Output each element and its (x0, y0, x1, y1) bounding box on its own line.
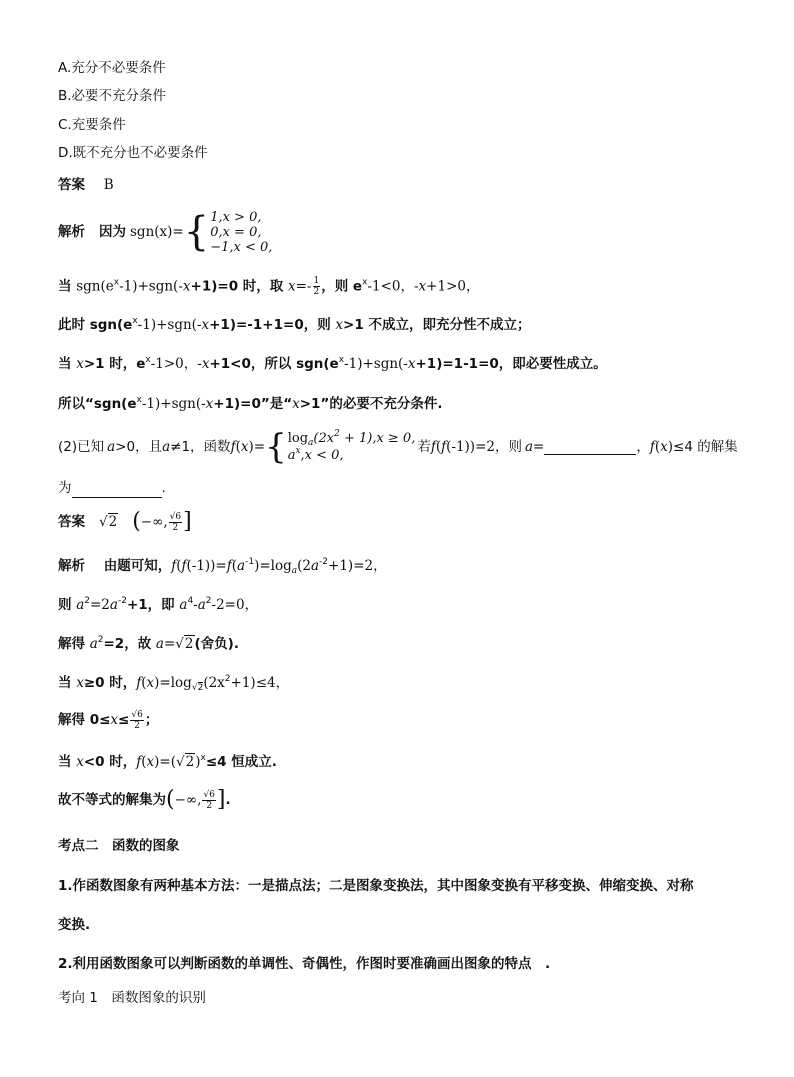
q2-answer (58, 508, 192, 536)
text: 为 (58, 480, 72, 496)
text: +1>0， (426, 278, 480, 295)
text: -1)+sgn(- (344, 356, 408, 372)
text: ，则 e (321, 278, 363, 295)
text: ≠1，函数 (170, 439, 231, 455)
f-cases (288, 430, 416, 464)
fraction-half: $\frac{1}{2}$ (313, 276, 320, 297)
text: -1)+sgn(- (137, 317, 202, 333)
option-c: C.充要条件 (58, 117, 126, 133)
sqrt-two: √2 (175, 636, 194, 652)
q1-answer (58, 175, 114, 195)
q2-analysis-2: 则 $a^2=2a^{-2}+1$，即 $a^4-a^2-2=0$， (58, 596, 259, 613)
text: 当 (58, 675, 72, 691)
text: 当 (58, 356, 72, 372)
text: +1)=0 时，取 (190, 278, 284, 295)
q1-line-2: 此时 $sgn(e^x-1)+sgn(-x+1)=-1+1=0$，则 x>1 不成立，即充分性不成立； (58, 316, 531, 333)
text: +1)=2， (328, 558, 387, 574)
text: 若 (417, 439, 431, 455)
text: -1>0，- (150, 356, 202, 372)
text: 故不等式的解集为 (58, 792, 166, 808)
f-case-2: $a^x,x < 0$, (287, 446, 344, 463)
text: ,x < 0, (300, 448, 344, 463)
section-paragraph-1-cont: 变换. (58, 917, 91, 933)
text: 则 (58, 597, 72, 613)
left-brace-icon: { (265, 427, 287, 467)
answer-blank-2[interactable] (72, 483, 162, 498)
text: (2x (203, 675, 225, 691)
fraction-sqrt6-over-2: $\frac{√6}{2}$ (169, 511, 182, 533)
text: . (225, 792, 231, 808)
sgn-def: sgn(x)= (130, 224, 184, 240)
text: ； (144, 712, 159, 728)
text: -2=0， (211, 597, 259, 613)
section-paragraph-1: 1.作函数图象有两种基本方法：一是描点法；二是图象变换法，其中图象变换有平移变换、伸缩变换、对称 (58, 878, 694, 894)
text: + 1),x ≥ 0, (339, 431, 416, 446)
solution-interval: ( −∞, $\frac{√6}{2}$ ] (166, 787, 226, 812)
text: ≤4 的解集 (673, 439, 738, 455)
text: =2 (90, 597, 110, 613)
text: ≤ (118, 712, 130, 728)
text: =- (295, 278, 312, 295)
text: (2 (297, 558, 311, 574)
q2-analysis-6: 当 x<0 时，$f(x)=(√2)^x\le 4$ 恒成立. (58, 753, 277, 770)
q1-line-4: 所以“$sgn(e^x-1)+sgn(-x+1)=0$”是“x>1”的必要不充分条件. (58, 395, 443, 412)
sgn-cases (210, 210, 272, 255)
text: 2 (172, 522, 179, 533)
q2-analysis-7 (58, 786, 231, 814)
text: <0 时， (83, 754, 137, 770)
sqrt-two: √2 (176, 754, 195, 770)
analysis-label: 解析 (58, 224, 85, 240)
sgn-case-3: −1,x < 0, (210, 239, 273, 255)
answer-label: 答案 (58, 514, 85, 530)
section-title: 考点二 函数的图象 (58, 838, 180, 854)
text: 6 (175, 511, 182, 522)
text: -1)+sgn(- (141, 396, 206, 412)
text: log (287, 431, 309, 446)
text: 由题可知， (103, 558, 172, 574)
answer-interval: ( −∞, $\frac{√6}{2}$ ] (132, 509, 192, 534)
text: (-1))= (186, 558, 227, 574)
option-a: A.充分不必要条件 (58, 60, 166, 76)
text: +1，即 (126, 597, 175, 613)
f-piecewise (265, 427, 416, 467)
text: (舍负). (194, 636, 239, 652)
text: 解得 (58, 636, 85, 652)
text: 当 (58, 754, 72, 770)
text: +1)≤4， (230, 675, 290, 691)
section-subheading: 考向 1 函数图象的识别 (58, 990, 206, 1006)
text: =( (159, 754, 177, 770)
q2-analysis-3: 解得 $a^2=2$，故 a=√2(舍负). (58, 635, 239, 652)
q2-analysis-5: 解得 0≤ x ≤ $\frac{√6}{2}$ ； (58, 709, 159, 731)
q1-line-1: 当 $sgn(e^x-1)+sgn(-x+1)=0$ 时，取 x=- $\frac{1}{2}$ ，则 $e^x-1<0$，-x+1>0， (58, 276, 480, 297)
text: >1 时，e (83, 356, 146, 372)
text: −∞, (140, 514, 168, 530)
answer-value: B (103, 177, 114, 193)
answer-blank-1[interactable] (544, 440, 636, 455)
text: +1)=1-1=0，即必要性成立。 (415, 356, 607, 372)
text: =2，故 (103, 636, 152, 652)
text: +1)=0”是“ (213, 396, 293, 412)
text: ) (195, 754, 201, 770)
left-brace-icon: { (183, 209, 210, 255)
q2-analysis-4: 当 x≥0 时，$f(x)=\log_{√2}(2x^2+1)\le 4$， (58, 674, 290, 693)
answer-label: 答案 (58, 177, 85, 193)
text: -1)+sgn(- (119, 278, 183, 295)
text: ≤4 恒成立. (205, 754, 277, 770)
text: 解得 0≤ (58, 712, 111, 728)
f-case-1: $\log_a(2x^2 + 1),x \ge 0$, (287, 429, 416, 448)
text: (2)已知 (58, 439, 105, 455)
text: = (533, 439, 545, 455)
text: =log (159, 675, 192, 691)
text: ≥0 时， (83, 675, 137, 691)
q2-stem-2: 为 . (58, 480, 166, 496)
text: >0，且 (115, 439, 163, 455)
sgn-piecewise (184, 210, 273, 255)
q2-stem: (2)已知 a >0，且 a ≠1，函数 f ( x ) = { $\log_a(2x^2 + 1),x \ge 0$, $a^x,x < 0$, 若 f ( f (-1))=2，则 a = ， f ( x ) ≤4 的解集 (58, 427, 738, 467)
text: 此时 sgn(e (58, 317, 133, 333)
text: (2x (313, 431, 335, 446)
fraction-sqrt6-over-2: $\frac{√6}{2}$ (131, 709, 143, 731)
option-b: B.必要不充分条件 (58, 88, 167, 104)
sgn-case-1: 1,x > 0, (210, 209, 262, 225)
text: 所以“sgn(e (58, 396, 137, 412)
text: >1”的必要不充分条件. (299, 396, 443, 412)
text: +1<0，所以 sgn(e (209, 356, 339, 372)
q2-analysis-1: 解析 由题可知，$f(f(-1))=f(a^{-1})=\log_a(2a^{-2}+1)=2$， (58, 557, 387, 576)
text: ， (636, 439, 650, 455)
text: = (253, 439, 266, 455)
text: (-1))=2，则 (446, 439, 522, 455)
q1-line-3: 当 x>1 时，$e^x-1>0$，-x+1<0，所以 $sgn(e^x-1)+sgn(-x+1)=1-1=0$，即必要性成立。 (58, 355, 607, 372)
q1-analysis-def (58, 208, 272, 256)
because-text: 因为 (99, 224, 126, 240)
text: 当 (58, 278, 72, 295)
text: sgn(e (76, 278, 114, 295)
section-paragraph-2: 2.利用函数图象可以判断函数的单调性、奇偶性，作图时要准确画出图象的特点 . (58, 956, 551, 972)
text: +1)=-1+1=0，则 (209, 317, 331, 333)
text: -1<0，- (367, 278, 419, 295)
answer-sqrt: √2 (99, 514, 118, 530)
text: 2 (108, 514, 118, 530)
text: >1 不成立，即充分性不成立； (343, 317, 531, 333)
sgn-case-2: 0,x = 0, (210, 224, 262, 240)
analysis-label: 解析 (58, 558, 85, 574)
option-d: D.既不充分也不必要条件 (58, 145, 208, 161)
text: )=log (254, 558, 292, 574)
